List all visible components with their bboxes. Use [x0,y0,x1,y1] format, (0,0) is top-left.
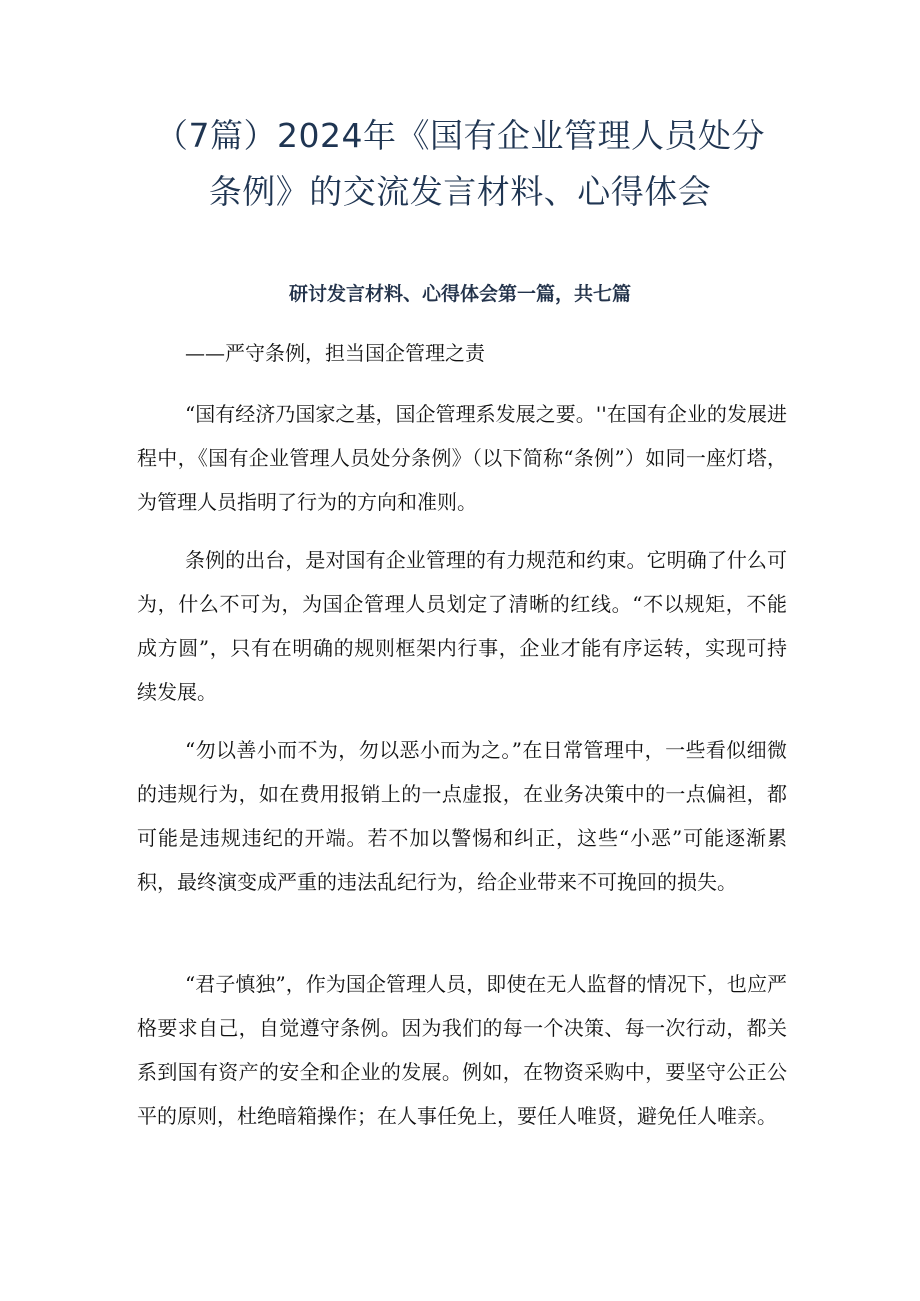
body-paragraph-4: “君子慎独”，作为国企管理人员，即使在无人监督的情况下，也应严格要求自己，自觉遵守条例。因为我们的每一个决策、每一次行动，都关系到国有资产的安全和企业的发展。例如，在物资采购中，要坚守公正公平的原则，杜绝暗箱操作；在人事任免上，要任人唯贤，避免任人唯亲。 [137,972,787,1128]
section-subtitle: 研讨发言材料、心得体会第一篇，共七篇 [288,283,631,305]
title-line-2: 条例》的交流发言材料、心得体会 [208,172,712,211]
body-paragraph-2: 条例的出台，是对国有企业管理的有力规范和约束。它明确了什么可为，什么不可为，为国企管理人员划定了清晰的红线。“不以规矩，不能成方圆”，只有在明确的规则框架内行事，企业才能有序运转，实现可持续发展。 [137,548,787,704]
body-paragraph-3: “勿以善小而不为，勿以恶小而为之。”在日常管理中，一些看似细微的违规行为，如在费用报销上的一点虚报，在业务决策中的一点偏袒，都可能是违规违纪的开端。若不加以警惕和纠正，这些“小恶”可能逐渐累积，最终演变成严重的违法乱纪行为，给企业带来不可挽回的损失。 [137,738,787,894]
document-title [100,108,820,220]
byline: ——严守条例，担当国企管理之责 [185,341,485,365]
body-paragraph-1: “国有经济乃国家之基，国企管理系发展之要。''在国有企业的发展进程中，《国有企业管理人员处分条例》（以下简称“条例”）如同一座灯塔，为管理人员指明了行为的方向和准则。 [137,402,787,514]
title-line-1: （7篇）2024年《国有企业管理人员处分 [155,116,765,155]
